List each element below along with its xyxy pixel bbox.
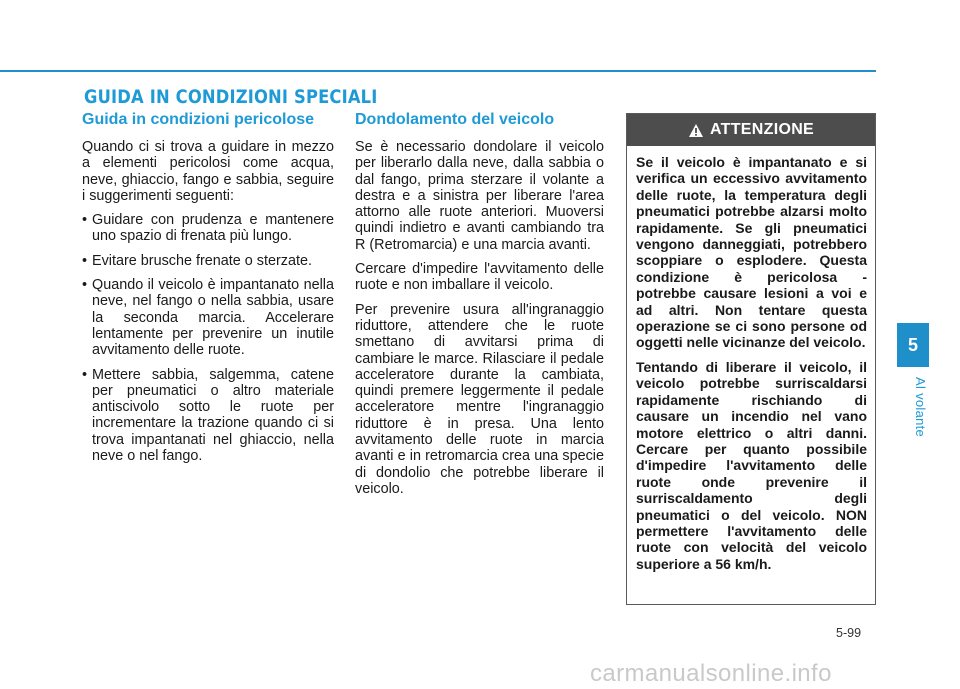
chapter-label: Al volante (913, 377, 928, 438)
section-title: GUIDA IN CONDIZIONI SPECIALI (84, 86, 378, 108)
bullet-dot: • (82, 252, 88, 269)
chapter-tab (897, 323, 929, 367)
left-column-intro: Quando ci si trova a guidare in mezzo a elementi pericolosi come acqua, neve, ghiaccio, fango e sabbia, seguire i suggerimenti seguenti: (82, 139, 334, 204)
list-item (82, 253, 334, 269)
paragraph: Se è necessario dondolare il veicolo per liberarlo dalla neve, dalla sabbia o dal fango, prima sterzare il volante a destra e a sinistra per liberare l'area attorno alle ruote anteriori. Muoversi quindi indietro e avanti cambiando tra R (Retromarcia) e una marcia avanti. (355, 139, 604, 253)
bullet-dot: • (82, 277, 88, 294)
list-item-text: Guidare con prudenza e mantenere uno spazio di frenata più lungo. (92, 212, 334, 245)
bullet-dot: • (82, 366, 88, 383)
list-item-text: Mettere sabbia, salgemma, catene per pneumatici o altro materiale antiscivolo sotto le ruote per incrementare la trazione quando ci si trova impantanati nel ghiaccio, nella neve o nel fango. (92, 366, 334, 465)
middle-column (355, 110, 604, 505)
bullet-dot: • (82, 212, 88, 229)
list-item (82, 367, 334, 465)
list-item (82, 277, 334, 358)
caution-header-label: ATTENZIONE (709, 121, 815, 138)
paragraph: Cercare d'impedire l'avvitamento delle ruote e non imballare il veicolo. (355, 261, 604, 294)
caution-header (627, 114, 875, 146)
list-item-text: Quando il veicolo è impantanato nella neve, nel fango o nella sabbia, usare la seconda marcia. Accelerare lentamente per prevenire un inutile avvitamento delle ruote. (92, 277, 334, 359)
list-item (82, 212, 334, 245)
caution-paragraph: Se il veicolo è impantanato e si verifica un eccessivo avvitamento delle ruote, la temperatura degli pneumatici potrebbe alzarsi molto rapidamente. Se gli pneumatici vengono danneggiati, potrebbero scoppiare o esplodere. Questa condizione è pericolosa - potrebbe causare lesioni a voi e ad altri. Non tentare questa operazione se ci sono persone od oggetti nelle vicinanze del veicolo. (636, 154, 867, 351)
left-column-heading: Guida in condizioni pericolose (82, 111, 315, 128)
list-item-text: Evitare brusche frenate o sterzate. (92, 252, 312, 269)
left-column (82, 110, 334, 472)
caution-paragraph: Tentando di liberare il veicolo, il veicolo potrebbe surriscaldarsi rapidamente rischiando di causare un incendio nel vano motore elettrico o altri danni. Cercare per quanto possibile d'impedire l'avvitamento delle ruote onde prevenire il surriscaldamento degli pneumatici o del veicolo. NON permettere l'avvitamento delle ruote con velocità del veicolo superiore a 56 km/h. (636, 358, 867, 572)
paragraph: Per prevenire usura all'ingranaggio riduttore, attendere che le ruote smettano di avvitarsi prima di cambiare le marce. Rilasciare il pedale acceleratore durante la cambiata, quindi premere leggermente il pedale acceleratore mentre l'ingranaggio riduttore è in presa. Una lento avvitamento delle ruote in marcia avanti e in retromarcia crea una specie di dondolio che potrebbe liberare il veicolo. (355, 301, 604, 497)
middle-column-heading: Dondolamento del veicolo (355, 111, 555, 128)
page-number: 5-99 (836, 626, 862, 640)
header-rule (0, 70, 876, 72)
caution-box (626, 113, 876, 605)
caution-body (627, 146, 875, 588)
watermark: carmanualsonline.info (590, 660, 832, 687)
chapter-number: 5 (907, 334, 918, 355)
bullet-list (82, 212, 334, 464)
warning-triangle-icon (688, 123, 704, 138)
